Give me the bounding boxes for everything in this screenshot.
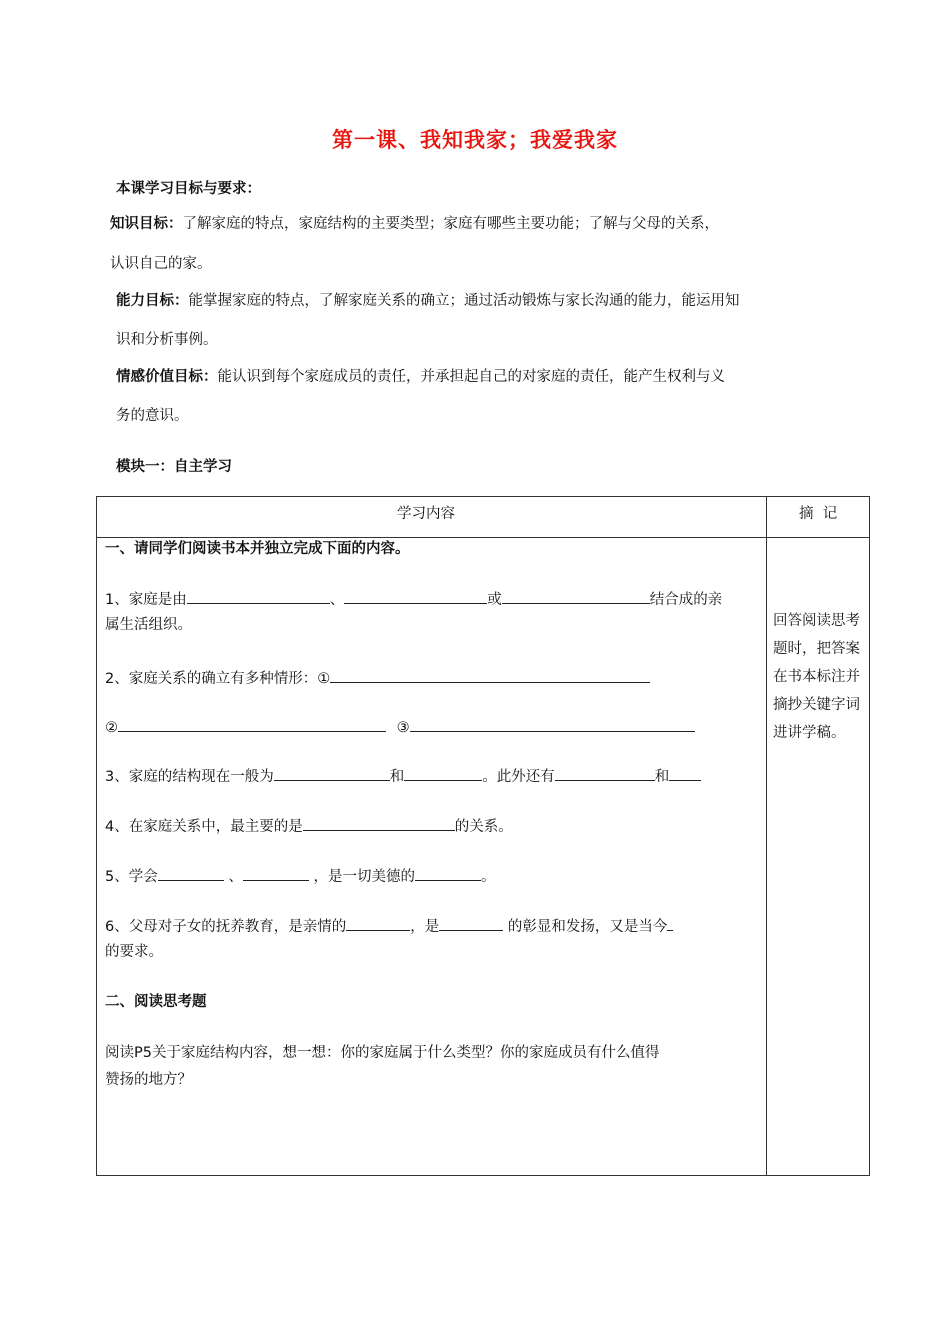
header-divider xyxy=(97,537,869,538)
reading-question-2: 赞扬的地方？ xyxy=(105,1072,192,1088)
blank[interactable] xyxy=(415,865,481,881)
question-3: 3、家庭的结构现在一般为 和 。此外还有 和 xyxy=(105,765,701,787)
emotion-goal xyxy=(116,367,725,387)
header-content: 学习内容 xyxy=(397,506,455,522)
question-6: 6、父母对子女的抚养教育，是亲情的 ，是 的彰显和发扬，又是当今 xyxy=(105,915,673,937)
blank[interactable] xyxy=(410,716,695,732)
question-5: 5、学会 、 ，是一切美德的 。 xyxy=(105,865,495,887)
knowledge-goal xyxy=(110,214,719,234)
ability-label: 能力目标： xyxy=(116,293,189,309)
blank[interactable] xyxy=(330,667,650,683)
reading-question-1: 阅读P5关于家庭结构内容，想一想：你的家庭属于什么类型？你的家庭成员有什么值得 xyxy=(105,1045,660,1061)
section-1-title: 一、请同学们阅读书本并独立完成下面的内容。 xyxy=(105,541,410,557)
blank[interactable] xyxy=(346,915,410,931)
blank[interactable] xyxy=(439,915,503,931)
question-6-cont: 的要求。 xyxy=(105,944,163,960)
question-4: 4、在家庭关系中，最主要的是 的关系。 xyxy=(105,815,513,837)
blank[interactable] xyxy=(243,865,309,881)
question-1: 1、家庭是由 、 或 结合成的亲 xyxy=(105,588,722,610)
ability-text-2: 识和分析事例。 xyxy=(116,332,218,348)
blank[interactable] xyxy=(118,716,386,732)
emotion-text-2: 务的意识。 xyxy=(116,408,189,424)
page-title: 第一课、我知我家；我爱我家 xyxy=(332,128,618,152)
study-table xyxy=(96,496,870,1176)
knowledge-text-1: 了解家庭的特点，家庭结构的主要类型；家庭有哪些主要功能；了解与父母的关系， xyxy=(182,216,719,232)
emotion-text-1: 能认识到每个家庭成员的责任，并承担起自己的对家庭的责任，能产生权利与义 xyxy=(217,369,725,385)
question-2: 2、家庭关系的确立有多种情形：① xyxy=(105,667,650,689)
module-heading: 模块一：自主学习 xyxy=(116,459,232,475)
blank[interactable] xyxy=(303,815,455,831)
section-2-title: 二、阅读思考题 xyxy=(105,994,207,1010)
blank[interactable] xyxy=(502,588,650,604)
blank[interactable] xyxy=(158,865,224,881)
blank[interactable] xyxy=(274,765,390,781)
goals-heading: 本课学习目标与要求： xyxy=(116,181,261,197)
blank[interactable] xyxy=(344,588,487,604)
knowledge-label: 知识目标： xyxy=(110,216,183,232)
ability-goal xyxy=(116,291,740,311)
knowledge-text-2: 认识自己的家。 xyxy=(110,256,212,272)
blank[interactable] xyxy=(404,765,482,781)
column-divider xyxy=(766,497,767,1175)
question-2-cont: ② ③ xyxy=(105,716,695,738)
blank[interactable] xyxy=(669,765,701,781)
notes-text: 回答阅读思考题时，把答案在书本标注并摘抄关键字词进讲学稿。 xyxy=(773,613,860,741)
question-1-cont: 属生活组织。 xyxy=(105,617,192,633)
blank[interactable] xyxy=(555,765,655,781)
header-notes: 摘 记 xyxy=(799,506,838,522)
blank[interactable] xyxy=(187,588,330,604)
blank[interactable] xyxy=(667,915,673,931)
emotion-label: 情感价值目标： xyxy=(116,369,218,385)
ability-text-1: 能掌握家庭的特点，了解家庭关系的确立；通过活动锻炼与家长沟通的能力，能运用知 xyxy=(188,293,740,309)
